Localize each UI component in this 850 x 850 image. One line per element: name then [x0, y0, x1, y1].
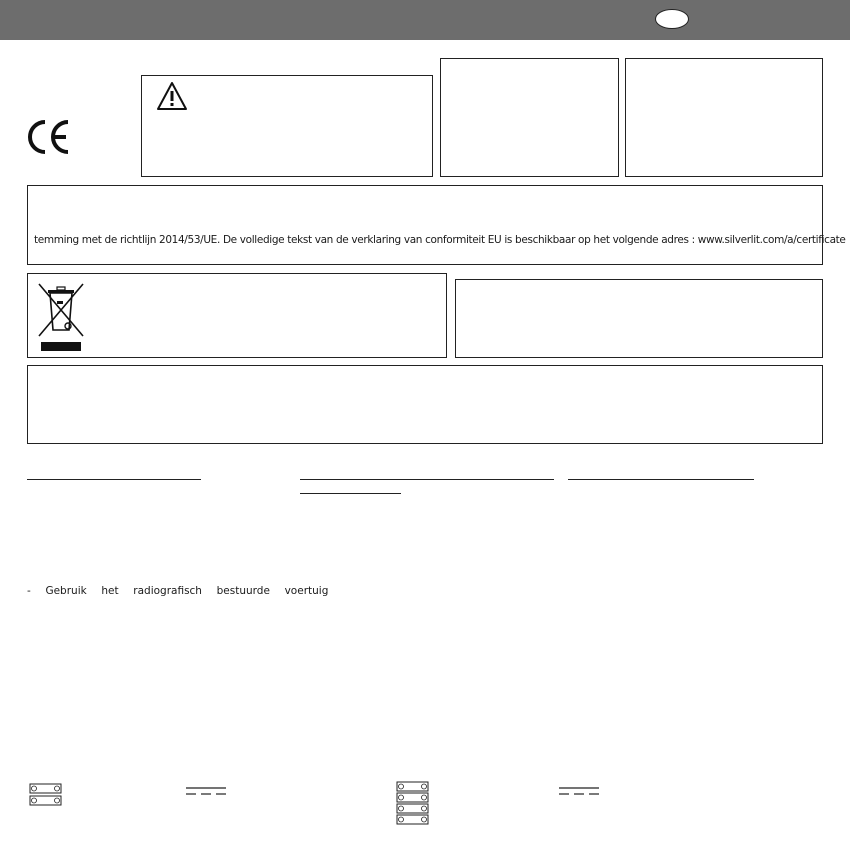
ce-mark-icon: [26, 118, 72, 156]
section-heading-underline-3: [568, 479, 754, 480]
conformity-text: temming met de richtlijn 2014/53/UE. De volledige tekst van de verklaring van conformiteit EU is beschikbaar op het volgende adres : www.silverlit.com/a/certificate: [34, 234, 846, 246]
conformity-box: [27, 185, 846, 265]
info-box-2: [625, 58, 823, 177]
weee-box: [27, 273, 447, 358]
dc-symbol-icon: [186, 786, 226, 796]
battery-icon: [29, 783, 63, 807]
info-box-1: [440, 58, 619, 177]
section-heading-underline-1: [27, 479, 201, 480]
section-heading-underline-2b: [300, 493, 401, 494]
crossed-out-wheelie-bin-icon: [36, 280, 86, 354]
battery-icon: [396, 781, 430, 827]
instruction-bullet: - Gebruik het radiografisch bestuurde voertuig: [27, 585, 329, 597]
dc-symbol-icon: [559, 786, 599, 796]
language-badge: [655, 9, 689, 29]
section-heading-underline-2: [300, 479, 554, 480]
warning-triangle-icon: [156, 81, 188, 111]
top-header-bar: [0, 0, 850, 40]
warning-box: [141, 75, 433, 177]
notice-box: [27, 365, 823, 444]
battery-info-box: [455, 279, 823, 358]
